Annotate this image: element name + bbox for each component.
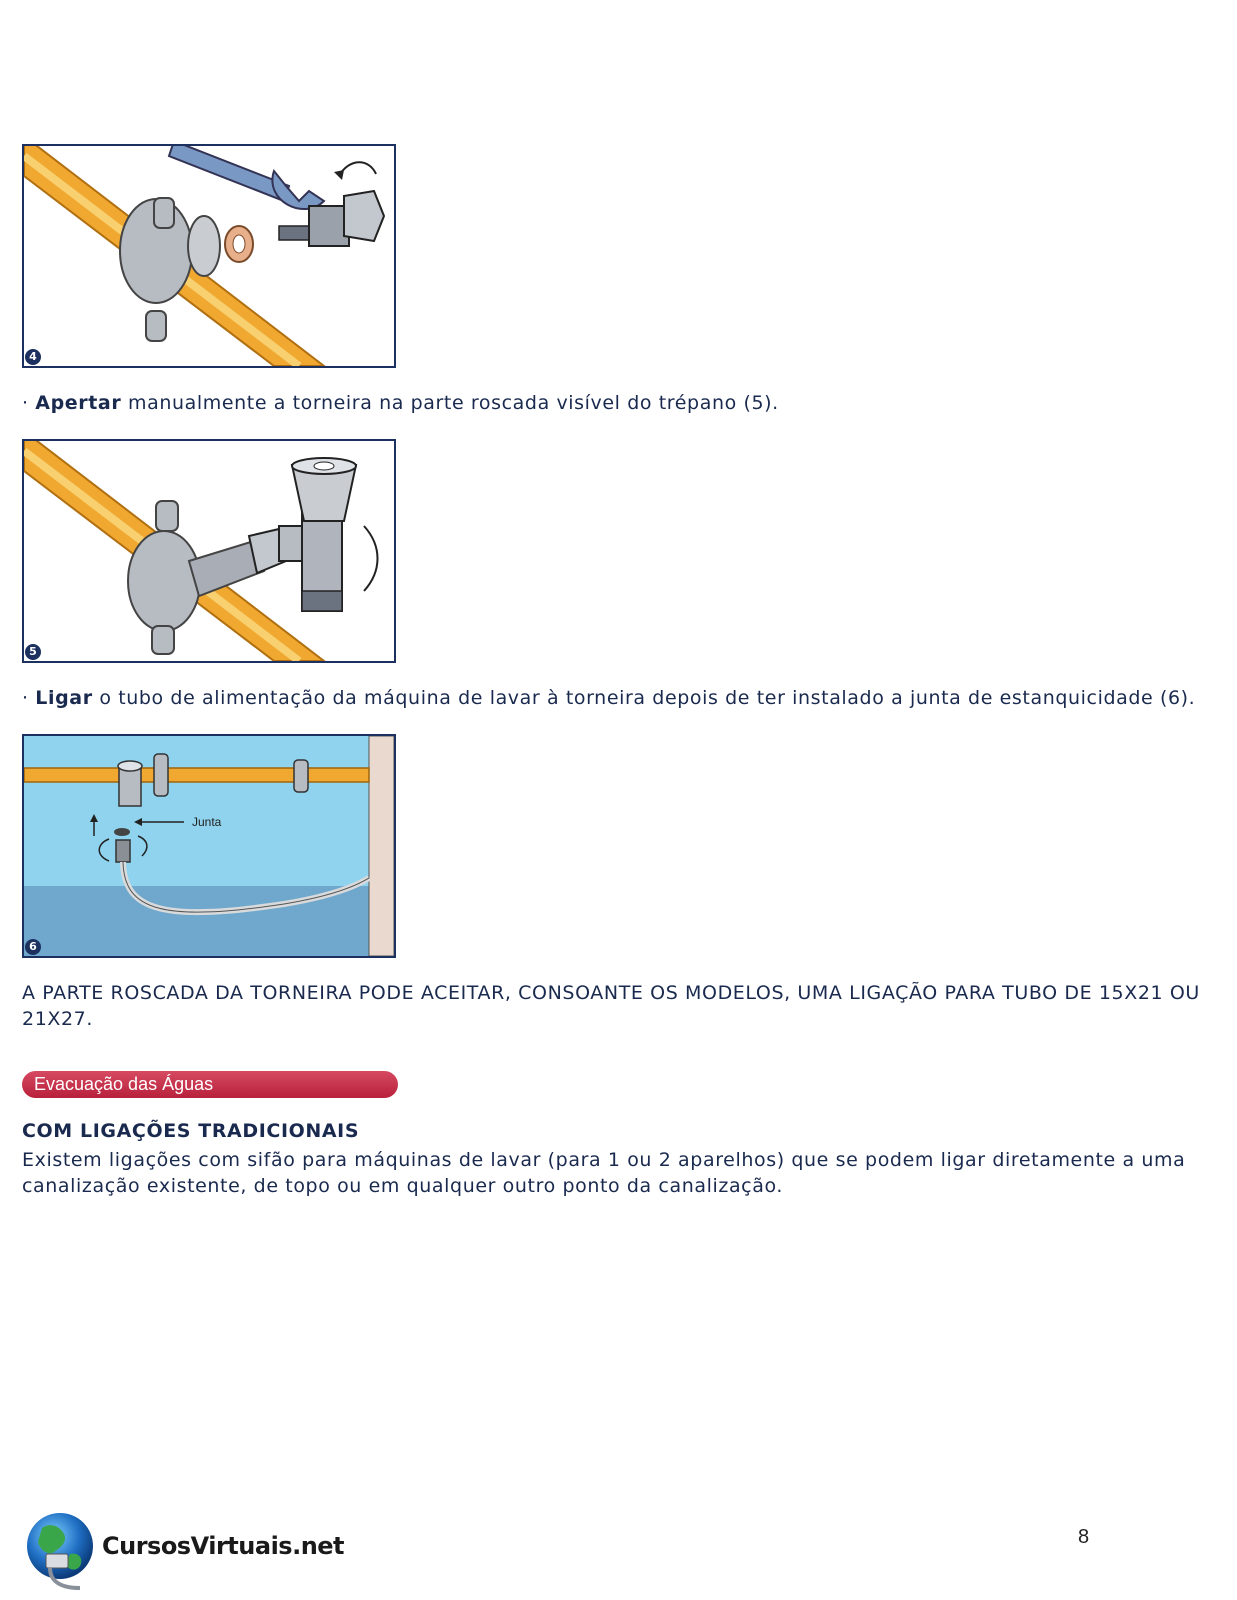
paragraph-note: A PARTE ROSCADA DA TORNEIRA PODE ACEITAR, CONSOANTE OS MODELOS, UMA LIGAÇÃO PARA TUBO DE 15X21 OU 21X27.: [22, 982, 1200, 1030]
figure-number: 5: [25, 644, 41, 660]
figure-number: 6: [25, 939, 41, 955]
section-body: Existem ligações com sifão para máquinas de lavar (para 1 ou 2 aparelhos) que se podem ligar diretamente a uma canalização existente, de topo ou em qualquer outro ponto da canalização.: [22, 1149, 1186, 1197]
figure-4: [22, 144, 396, 368]
section-heading: COM LIGAÇÕES TRADICIONAIS: [22, 1120, 360, 1142]
cursosvirtuais-logo: [20, 1508, 345, 1594]
figure-5: [22, 439, 396, 663]
globe-icon: [20, 1508, 100, 1594]
paragraph-text: o tubo de alimentação da máquina de lavar à torneira depois de ter instalado a junta de estanquicidade (6).: [92, 687, 1196, 709]
paragraph-apertar: [22, 390, 1222, 416]
junta-label: Junta: [192, 815, 222, 829]
figure-5-illustration: [24, 441, 394, 661]
figure-4-illustration: [24, 146, 394, 366]
figure-number: 4: [25, 349, 41, 365]
logo-text: CursosVirtuais.net: [102, 1532, 345, 1560]
paragraph-ligar: [22, 685, 1222, 711]
figure-6: [22, 734, 396, 958]
bullet: ·: [22, 392, 29, 414]
bold-term: Apertar: [35, 392, 122, 414]
bullet: ·: [22, 687, 29, 709]
paragraph-text: manualmente a torneira na parte roscada visível do trépano (5).: [121, 392, 779, 414]
figure-6-illustration: [24, 736, 394, 956]
bold-term: Ligar: [35, 687, 93, 709]
section-banner: Evacuação das Águas: [22, 1071, 398, 1098]
page-number: 8: [1078, 1526, 1090, 1548]
